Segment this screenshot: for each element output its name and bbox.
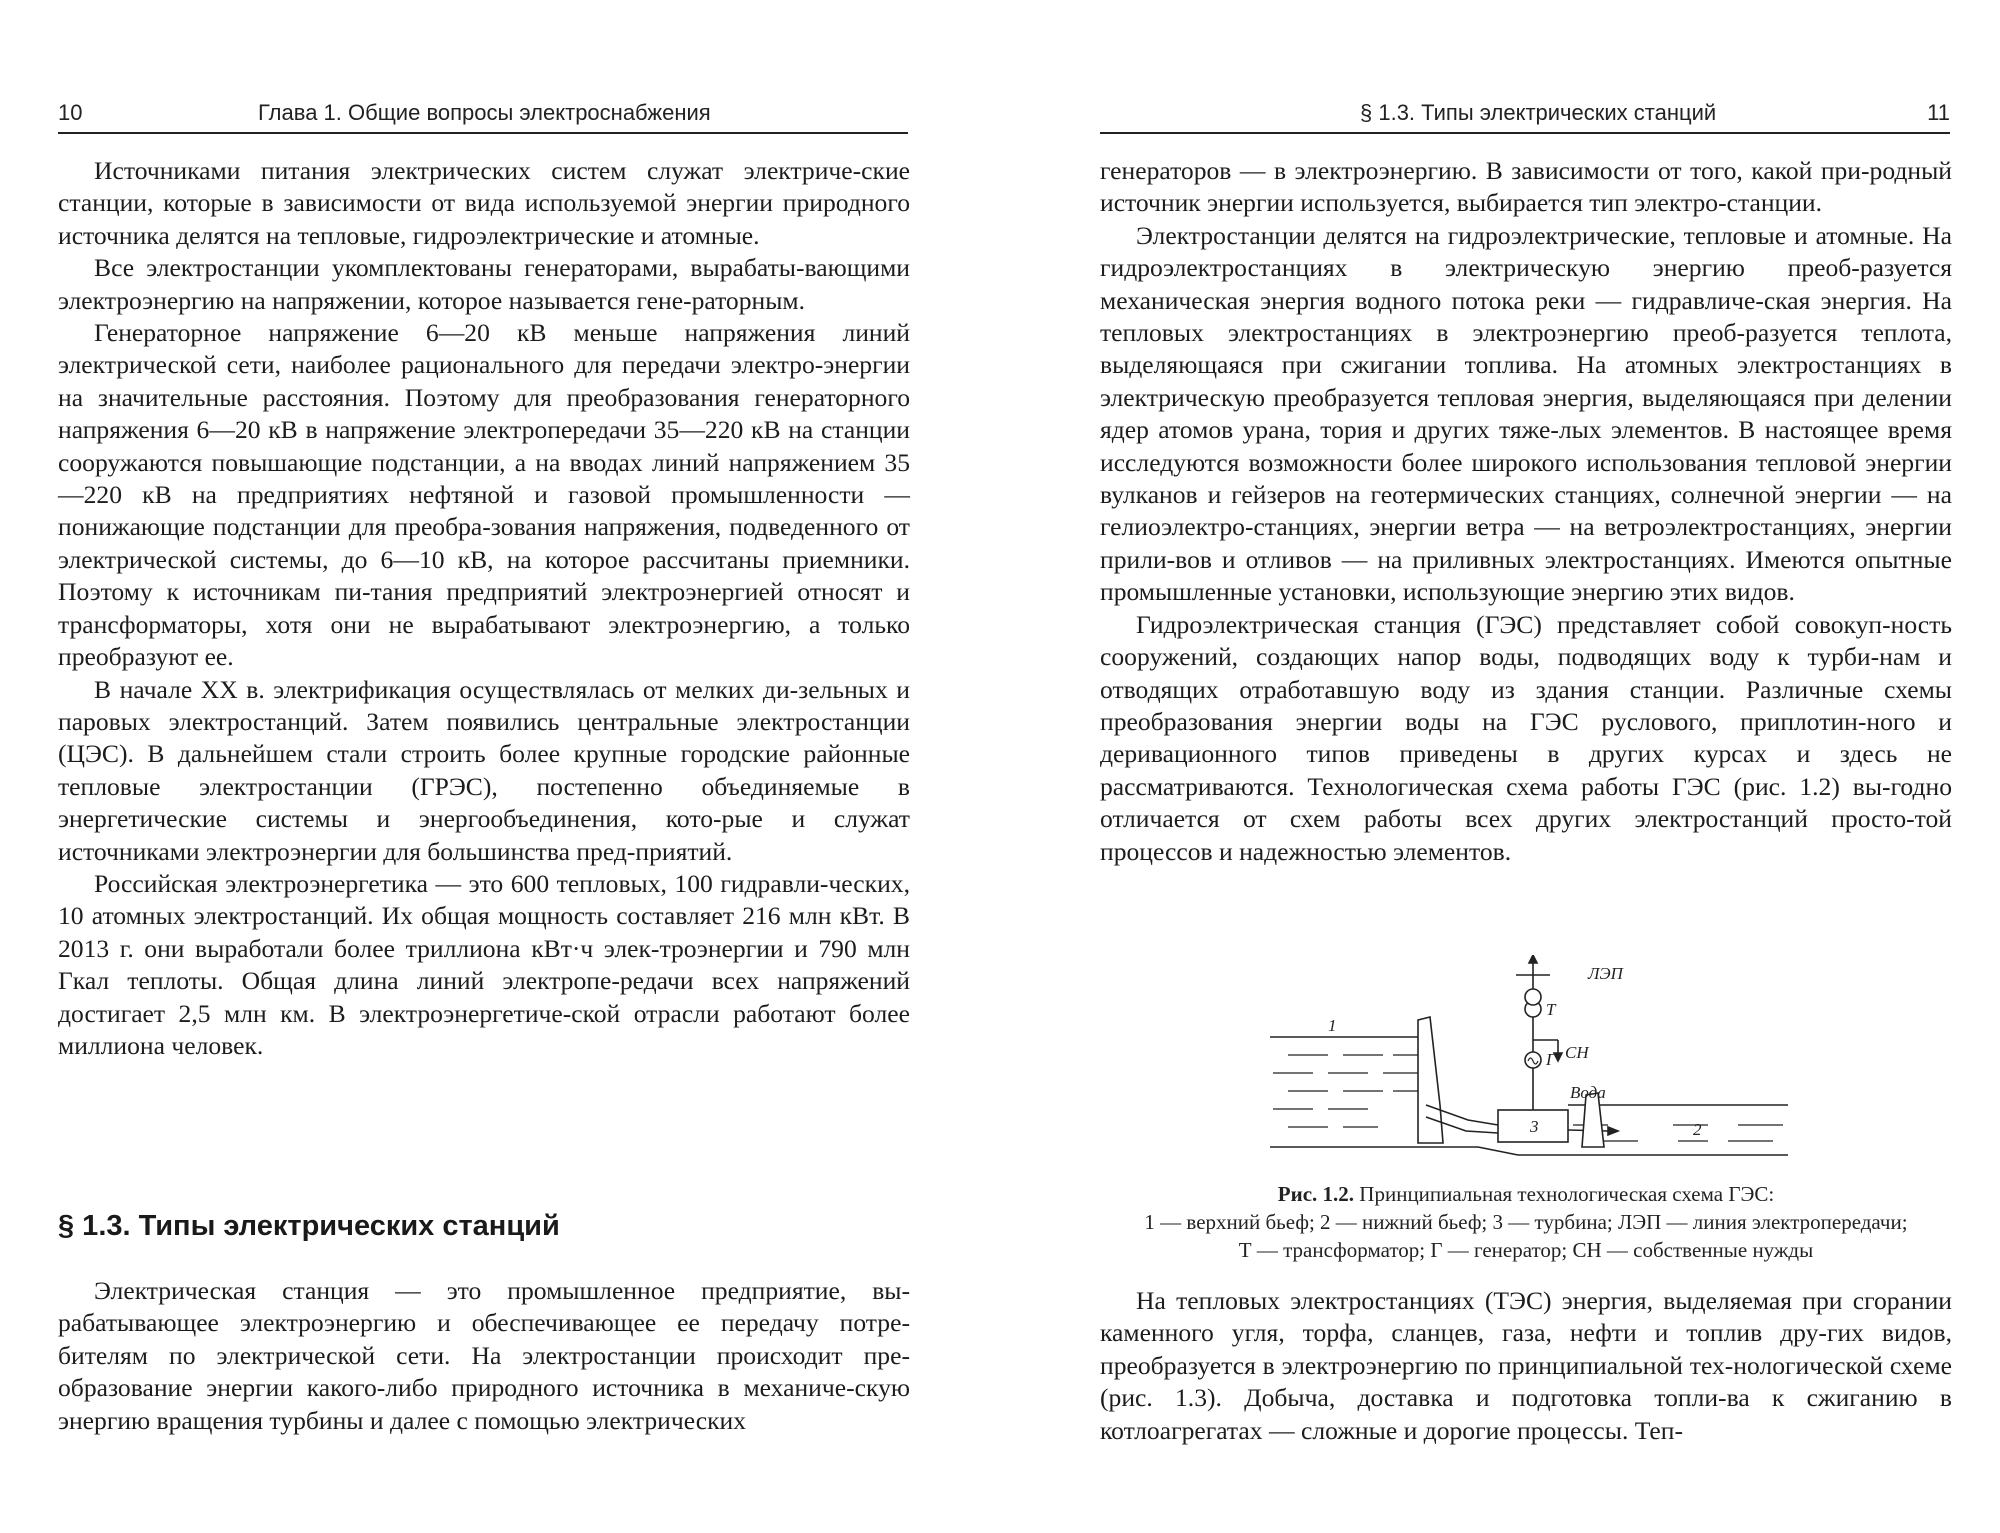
- label-transformer: Т: [1546, 1000, 1556, 1019]
- left-running-header: [58, 96, 908, 134]
- label-voda: Вода: [1570, 1083, 1606, 1102]
- paragraph: В начале XX в. электрификация осуществлялась от мелких ди-зельных и паровых электростанций. Затем появились центральные электростанции (ЦЭС). В дальнейшем стали строить более крупные городские районные тепловые электростанции (ГРЭС), постепенно объединяемые в энергетические системы и энергообъединения, кото-рые и служат источниками электроэнергии для большинства пред-приятий.: [58, 674, 910, 866]
- hydro-plant-diagram: [1268, 955, 1788, 1175]
- page-number: 10: [58, 100, 83, 125]
- label-lower-pool: 2: [1693, 1120, 1702, 1139]
- right-body-text: [1100, 155, 1952, 868]
- caption-title: Принципиальная технологическая схема ГЭС:: [1359, 1182, 1775, 1206]
- left-body-text: [58, 155, 910, 1062]
- paragraph: генераторов — в электроэнергию. В зависимости от того, какой при-родный источник энергии используется, выбирается тип электро-станции.: [1100, 156, 1952, 218]
- label-turbine: 3: [1530, 1117, 1539, 1136]
- page-number: 11: [1927, 100, 1950, 125]
- paragraph: Источниками питания электрических систем служат электриче-ские станции, которые в зависимости от вида используемой энергии природного источника делятся на тепловые, гидроэлектрические и атомные.: [58, 156, 910, 250]
- paragraph: Российская электроэнергетика — это 600 тепловых, 100 гидравли-ческих, 10 атомных электростанций. Их общая мощность составляет 216 млн кВт. В 2013 г. они выработали более триллиона кВт·ч элек-троэнергии и 790 млн Гкал теплоты. Общая длина линий электропе-редачи всех напряжений достигает 2,5 млн км. В электроэнергетиче-ской отрасли работают более миллиона человек.: [58, 868, 910, 1060]
- running-title: Глава 1. Общие вопросы электроснабжения: [258, 100, 711, 125]
- running-title: § 1.3. Типы электрических станций: [1360, 100, 1717, 125]
- paragraph: На тепловых электростанциях (ТЭС) энергия, выделяемая при сгорании каменного угля, торфа, сланцев, газа, нефти и топлив дру-гих видов, преобразуется в электроэнергию по принципиальной тех-нологической схеме (рис. 1.3). Добыча, доставка и подготовка топли-ва к сжиганию в котлоагрегатах — сложные и дорогие процессы. Теп-: [1100, 1286, 1952, 1445]
- right-page: [1000, 0, 2000, 1533]
- label-upper-pool: 1: [1328, 1016, 1337, 1035]
- label-lep: ЛЭП: [1588, 964, 1623, 983]
- section-heading: § 1.3. Типы электрических станций: [58, 1210, 560, 1242]
- paragraph: Электростанции делятся на гидроэлектрические, тепловые и атомные. На гидроэлектростанциях в электрическую энергию преоб-разуется механическая энергия водного потока реки — гидравличе-ская энергия. На тепловых электростанциях в электроэнергию преоб-разуется теплота, выделяющаяся при сжигании топлива. На атомных электростанциях в электрическую преобразуется тепловая энергия, выделяющаяся при делении ядер атомов урана, тория и других тяже-лых элементов. В настоящее время исследуются возможности более широкого использования тепловой энергии вулканов и гейзеров на геотермических станциях, солнечной энергии — на гелиоэлектро-станциях, энергии ветра — на ветроэлектростанциях, энергии прили-вов и отливов — на приливных электростанциях. Имеются опытные промышленные установки, использующие энергию этих видов.: [1100, 220, 1952, 607]
- paragraph: Гидроэлектрическая станция (ГЭС) представляет собой совокуп-ность сооружений, создающих напор воды, подводящих воду к турби-нам и отводящих отработавшую воду из здания станции. Различные схемы преобразования энергии воды на ГЭС руслового, приплотин-ного и деривационного типов приведены в других курсах и здесь не рассматриваются. Технологическая схема работы ГЭС (рис. 1.2) вы-годно отличается от схем работы всех других электростанций просто-той процессов и надежностью элементов.: [1100, 609, 1952, 866]
- paragraph: Все электростанции укомплектованы генераторами, вырабаты-вающими электроэнергию на напряжении, которое называется гене-раторным.: [58, 253, 910, 315]
- label-sn: СН: [1565, 1043, 1589, 1062]
- right-running-header: [1100, 96, 1950, 134]
- section-body-text: [58, 1275, 910, 1437]
- caption-line: Т — трансформатор; Г — генератор; СН — собственные нужды: [1238, 1238, 1814, 1262]
- figure-caption: [1100, 1180, 1952, 1264]
- label-generator: Г: [1546, 1050, 1556, 1069]
- paragraph: Электрическая станция — это промышленное предприятие, вы-рабатывающее электроэнергию и обеспечивающее ее передачу потре-бителям по электрической сети. На электростанции происходит пре-образование энергии какого-либо природного источника в механиче-скую энергию вращения турбины и далее с помощью электрических: [58, 1276, 910, 1435]
- right-body-text-after: [1100, 1285, 1952, 1447]
- caption-line: 1 — верхний бьеф; 2 — нижний бьеф; 3 — турбина; ЛЭП — линия электропередачи;: [1144, 1210, 1908, 1234]
- caption-label: Рис. 1.2.: [1277, 1182, 1355, 1206]
- paragraph: Генераторное напряжение 6—20 кВ меньше напряжения линий электрической сети, наиболее рационального для передачи электро-энергии на значительные расстояния. Поэтому для преобразования генераторного напряжения 6—20 кВ в напряжение электропередачи 35—220 кВ на станции сооружаются повышающие подстанции, а на вводах линий напряжением 35—220 кВ на предприятиях нефтяной и газовой промышленности — понижающие подстанции для преобра-зования напряжения, подведенного от электрической системы, до 6—10 кВ, на которое рассчитаны приемники. Поэтому к источникам пи-тания предприятий электроэнергией относят и трансформаторы, хотя они не вырабатывают электроэнергию, а только преобразуют ее.: [58, 318, 910, 672]
